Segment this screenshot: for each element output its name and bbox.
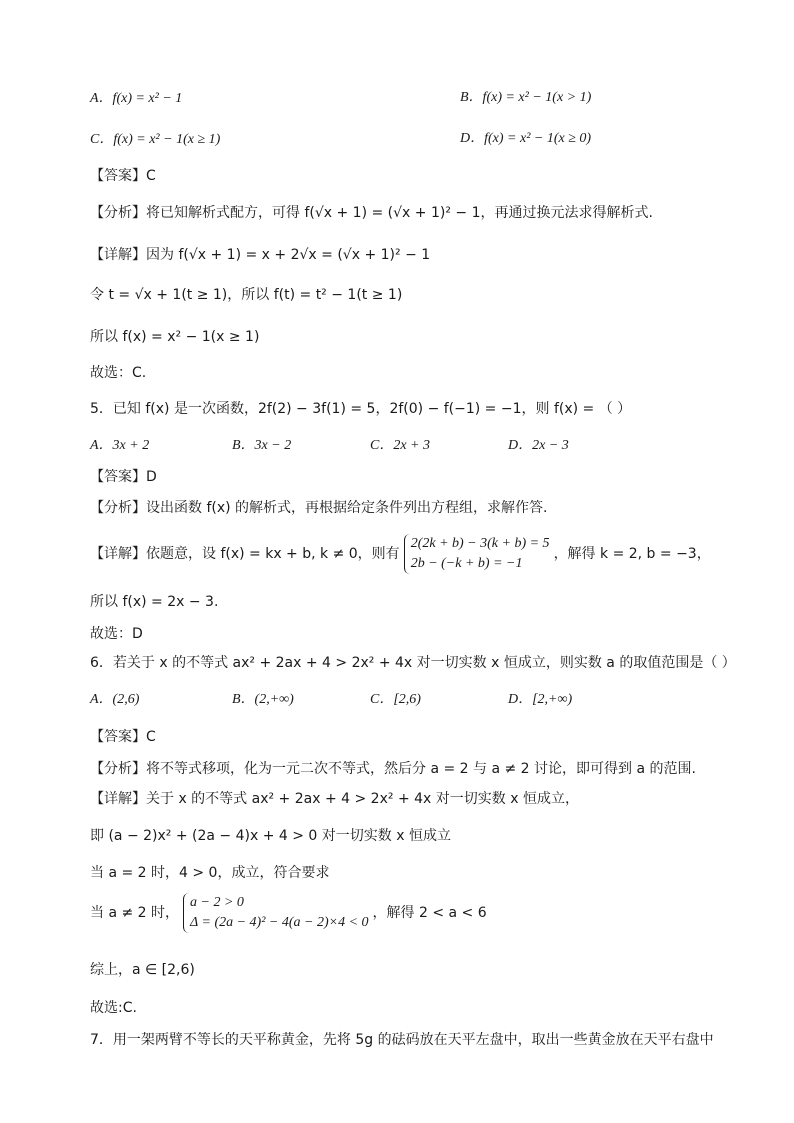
conclusion-text: 所以 f(x) = 2x − 3. (90, 594, 219, 610)
q4-option-c: C．f(x) = x² − 1(x ≥ 1) (90, 132, 221, 147)
q6-option-a: A．(2,6) (90, 692, 140, 707)
answer-value: C (146, 168, 156, 184)
q5-option-a: A．3x + 2 (90, 438, 150, 453)
detail-text: 当 a = 2 时，4 > 0，成立，符合要求 (90, 865, 330, 881)
detail-result: ，解得 k = 2, b = −3， (553, 546, 711, 562)
q6-option-b: B．(2,+∞) (232, 692, 294, 707)
choose-text: 故选:C. (90, 1000, 137, 1016)
summary-text: 综上，a ∈ [2,6) (90, 962, 195, 978)
q4-detail-line-1 (90, 246, 730, 264)
q6-answer (90, 728, 730, 746)
equation-system (404, 534, 550, 574)
analysis-text: 将不等式移项，化为一元二次不等式，然后分 a = 2 与 a ≠ 2 讨论，即可得到 a 的范围. (146, 761, 696, 777)
detail-text: 因为 f(√x + 1) = x + 2√x = (√x + 1)² − 1 (146, 247, 431, 263)
detail-tag: 【详解】 (90, 791, 146, 807)
q4-detail-line-2 (90, 286, 730, 304)
equation-2: 2b − (−k + b) = −1 (410, 556, 523, 571)
inequality-1: a − 2 > 0 (190, 895, 244, 910)
choose-text: 故选：C. (90, 365, 147, 381)
q6-analysis (90, 760, 730, 778)
q4-option-b: B．f(x) = x² − 1(x > 1) (460, 90, 592, 105)
equation-1: 2(2k + b) − 3(k + b) = 5 (410, 536, 550, 551)
q5-stem (90, 400, 730, 418)
choose-text: 故选：D (90, 626, 143, 642)
q5-choose (90, 625, 730, 643)
q6-case (90, 893, 730, 933)
q5-option-b: B．3x − 2 (232, 438, 292, 453)
q6-detail-line-3 (90, 864, 730, 882)
case-result: ，解得 2 < a < 6 (372, 905, 487, 921)
q6-detail-line-2 (90, 827, 730, 845)
question-stem: 6．若关于 x 的不等式 ax² + 2ax + 4 > 2x² + 4x 对一切实数 x 恒成立，则实数 a 的取值范围是（ ） (90, 655, 736, 671)
analysis-tag: 【分析】 (90, 500, 146, 516)
q4-options-row-1 (90, 89, 730, 108)
answer-value: C (146, 729, 156, 745)
analysis-tag: 【分析】 (90, 205, 146, 221)
analysis-text: 设出函数 f(x) 的解析式，再根据给定条件列出方程组，求解作答. (146, 500, 548, 516)
inequality-2: Δ = (2a − 4)² − 4(a − 2)×4 < 0 (190, 915, 369, 930)
detail-text: 依题意，设 f(x) = kx + b, k ≠ 0，则有 (146, 546, 400, 562)
q5-option-c: C．2x + 3 (370, 438, 430, 453)
q6-summary (90, 961, 730, 979)
q5-analysis (90, 499, 730, 517)
q6-stem (90, 654, 736, 672)
question-stem: 7．用一架两臂不等长的天平称黄金，先将 5g 的砝码放在天平左盘中，取出一些黄金放在天平右盘中 (90, 1032, 714, 1048)
detail-text: 所以 f(x) = x² − 1(x ≥ 1) (90, 329, 260, 345)
q5-answer (90, 468, 730, 486)
q4-choose (90, 364, 730, 382)
q5-option-d: D．2x − 3 (508, 438, 569, 453)
q7-stem (90, 1031, 730, 1049)
answer-tag: 【答案】 (90, 168, 146, 184)
q4-detail-line-3 (90, 328, 730, 346)
q4-options-row-2 (90, 130, 730, 149)
case-text: 当 a ≠ 2 时， (90, 905, 180, 921)
q6-choose (90, 999, 730, 1017)
detail-text: 令 t = √x + 1(t ≥ 1)，所以 f(t) = t² − 1(t ≥ 1) (90, 287, 403, 303)
q4-option-a: A．f(x) = x² − 1 (90, 91, 183, 106)
q4-answer (90, 167, 730, 185)
q4-option-d: D．f(x) = x² − 1(x ≥ 0) (460, 131, 592, 146)
analysis-tag: 【分析】 (90, 761, 146, 777)
answer-tag: 【答案】 (90, 729, 146, 745)
q5-detail (90, 534, 730, 574)
q6-option-c: C．[2,6) (370, 692, 421, 707)
detail-tag: 【详解】 (90, 247, 146, 263)
q4-analysis (90, 204, 730, 222)
answer-value: D (146, 469, 157, 485)
q5-conclusion (90, 593, 730, 611)
detail-tag: 【详解】 (90, 546, 146, 562)
detail-text: 即 (a − 2)x² + (2a − 4)x + 4 > 0 对一切实数 x 恒成立 (90, 828, 451, 844)
analysis-text: 将已知解析式配方，可得 f(√x + 1) = (√x + 1)² − 1，再通过换元法求得解析式. (146, 205, 653, 221)
answer-tag: 【答案】 (90, 469, 146, 485)
q6-option-d: D．[2,+∞) (508, 692, 573, 707)
q6-detail-line-1 (90, 790, 730, 808)
inequality-system (183, 893, 369, 933)
detail-text: 关于 x 的不等式 ax² + 2ax + 4 > 2x² + 4x 对一切实数 x 恒成立， (146, 791, 579, 807)
question-stem: 5．已知 f(x) 是一次函数，2f(2) − 3f(1) = 5，2f(0) − f(−1) = −1，则 f(x) = （ ） (90, 401, 632, 417)
